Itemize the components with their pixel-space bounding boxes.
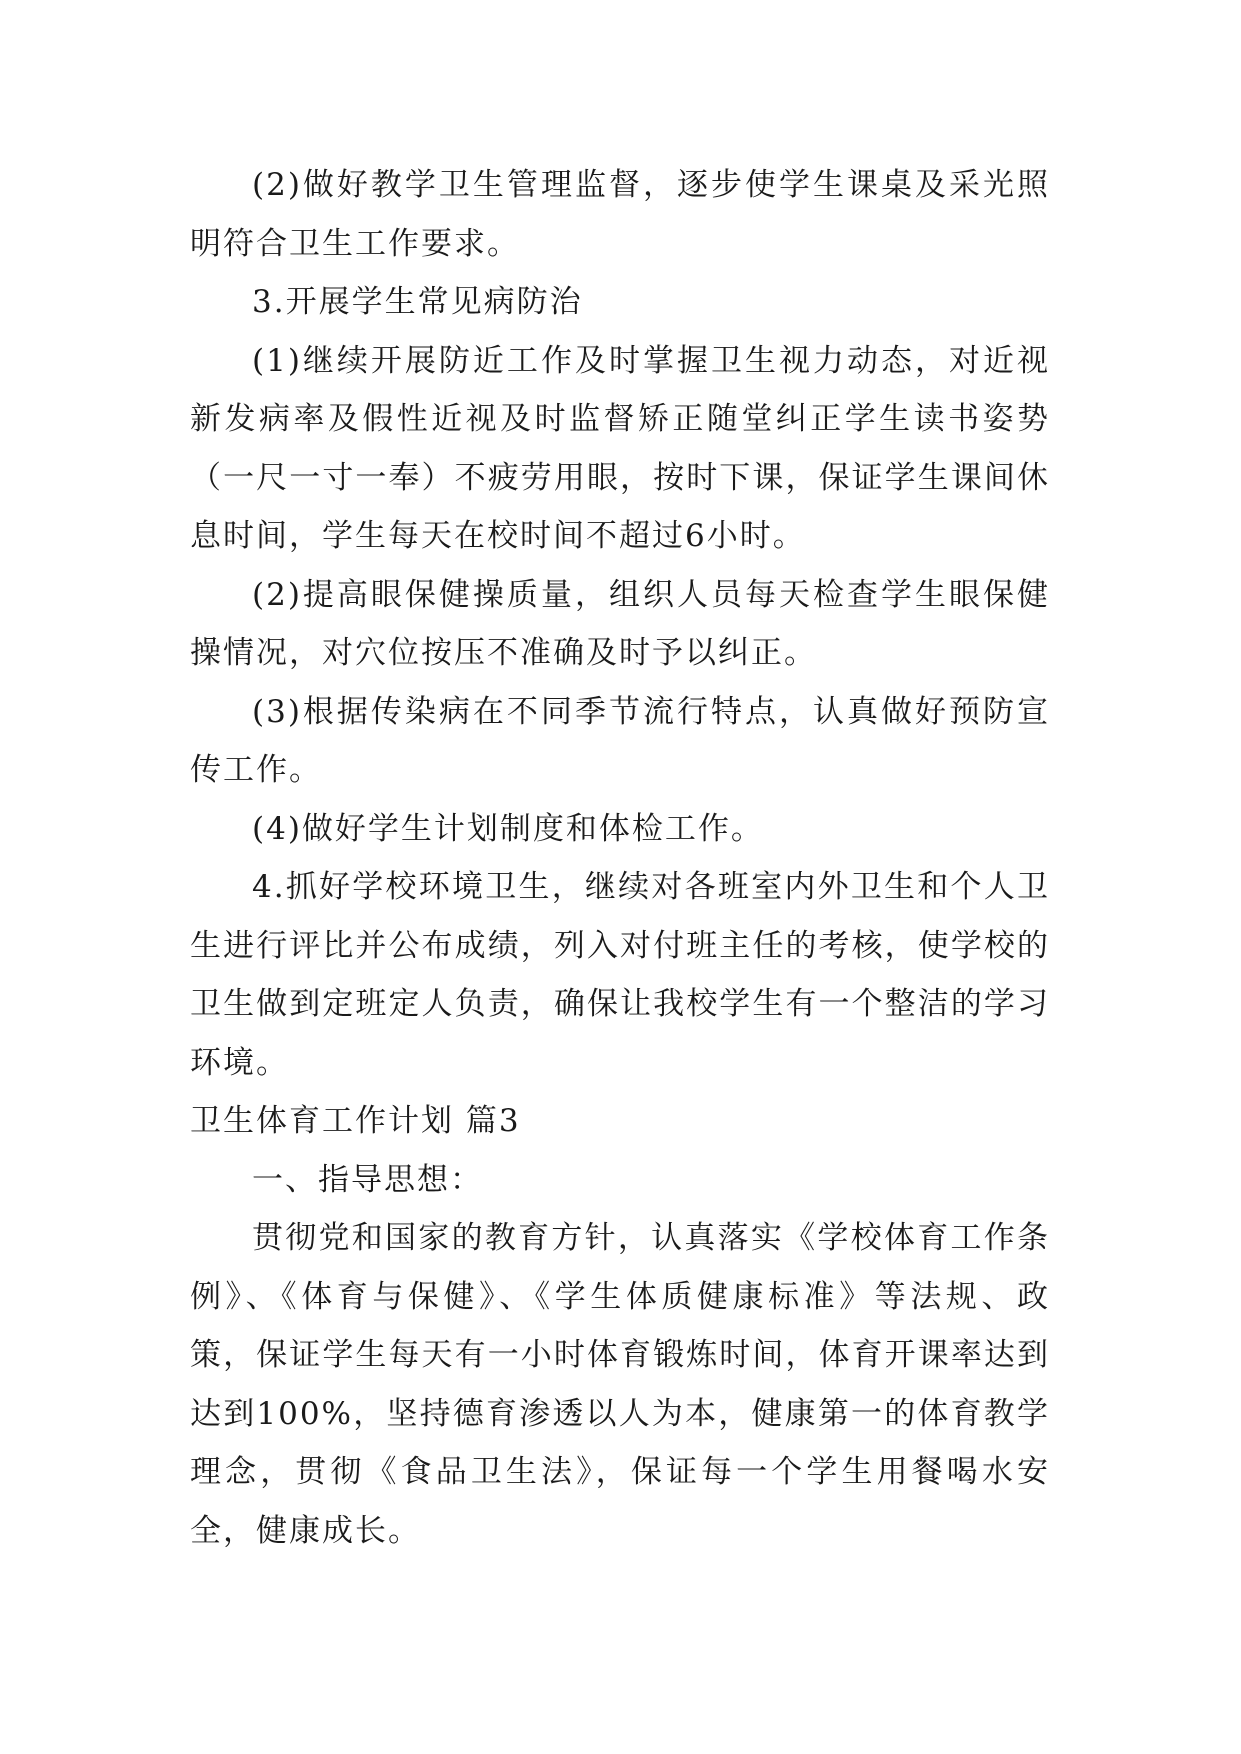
document-body [190,156,1050,1560]
paragraph-guiding-ideology: 贯彻党和国家的教育方针，认真落实《学校体育工作条例》、《体育与保健》、《学生体质健康标准》等法规、政策，保证学生每天有一小时体育锻炼时间，体育开课率达到达到100%，坚持德育渗透以人为本，健康第一的体育教学理念，贯彻《食品卫生法》，保证每一个学生用餐喝水安全，健康成长。 [190,1220,1050,1549]
paragraph-teaching-hygiene: (2)做好教学卫生管理监督，逐步使学生课桌及采光照明符合卫生工作要求。 [190,167,1050,262]
paragraph-physical-exam: (4)做好学生计划制度和体检工作。 [252,810,764,847]
paragraph-environment-hygiene: 4.抓好学校环境卫生，继续对各班室内外卫生和个人卫生进行评比并公布成绩，列入对付班主任的考核，使学校的卫生做到定班定人负责，确保让我校学生有一个整洁的学习环境。 [190,869,1050,1081]
paragraph-infectious-disease: (3)根据传染病在不同季节流行特点，认真做好预防宣传工作。 [190,693,1050,788]
paragraph-myopia-prevention: (1)继续开展防近工作及时掌握卫生视力动态，对近视新发病率及假性近视及时监督矫正随堂纠正学生读书姿势（一尺一寸一奉）不疲劳用眼，按时下课，保证学生课间休息时间，学生每天在校时间不超过6小时。 [190,342,1050,554]
section-heading-common-disease: 3.开展学生常见病防治 [252,284,583,320]
section-title-plan-3: 卫生体育工作计划 篇3 [190,1103,521,1139]
section-heading-guiding-ideology: 一、指导思想： [252,1161,483,1198]
paragraph-eye-exercises: (2)提高眼保健操质量，组织人员每天检查学生眼保健操情况，对穴位按压不准确及时予以纠正。 [190,576,1050,671]
